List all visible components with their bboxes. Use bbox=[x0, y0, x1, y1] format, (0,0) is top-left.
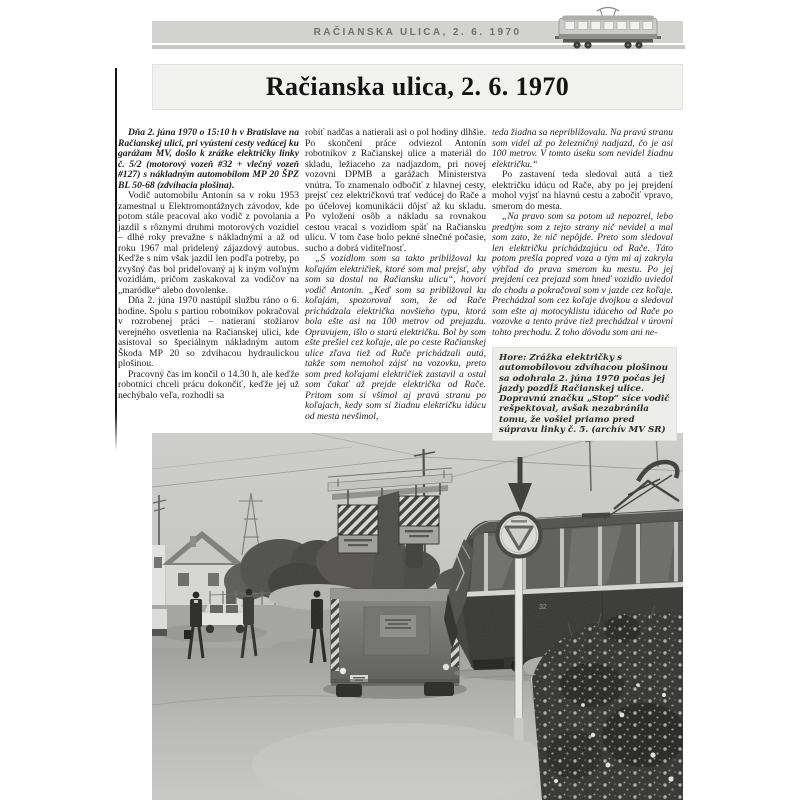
paragraph: Dňa 2. júna 1970 nastúpil službu ráno o 6. hodine. Spolu s partiou robotníkov pokračoval v rozrobenej práci – natieraní stožiarov verejného osvetlenia na Račianskej ulici, kde asistoval so špeciálnym nákladným autom Škoda MP 20 so zdvíhacou hydraulickou plošinou. bbox=[118, 295, 299, 369]
text-column-1 bbox=[118, 128, 299, 401]
accident-photo bbox=[152, 433, 683, 800]
photo-caption: Hore: Zrážka električky s automobilovou zdvíhacou plošinou sa odohrala 2. júna 1970 počas jej jazdy pozdĺž Račianskej ulice. Dopravnú značku „Stop“ síce vodič rešpektoval, avšak nezabránila tomu, že vošiel priamo pred súpravu linky č. 5. (archív MV SR) bbox=[499, 353, 670, 436]
quote-paragraph: teda žiadna sa nepribližovala. Na pravú stranu som videl až po železničný nadjazd, čo je asi 100 metrov. V tomto úseku som nevidel žiadnu električku.“ bbox=[492, 127, 673, 170]
photo-caption-box bbox=[492, 347, 677, 441]
paragraph: robiť nadčas a natierali asi o pol hodiny dlhšie. Po skončení práce odviezol Antonín robotníkov z Račianskej ulice a materiál do skladu, ležiaceho za nadjazdom, pri novej vozovni DPMB a garážach Ministerstva vnútra. To znamenalo odbočiť z hlavnej cesty, prejsť cez električkovú trať vedúcej do Rače a po účelovej komunikácii dôjsť až ku skladu. Po vyložení osôb a nákladu sa rovnakou cestou vracal s vozidlom späť na Račiansku ulicu. V tom čase bolo pekné slnečné počasie, sucho a dobrá viditeľnosť. bbox=[305, 127, 486, 254]
film-grain-overlay bbox=[152, 433, 683, 800]
text-column-2 bbox=[305, 128, 486, 422]
paragraph: Vodič automobilu Antonín sa v roku 1953 zamestnal u Elektromontážnych závodov, kde potom stále pracoval ako vodič z povolania a jazdil s rôznymi druhmi motorových vozidiel – dlhé roky prevažne s nákladnými a až od roku 1967 mal pridelený zájazdový autobus. Keďže s ním však jazdil len podľa potreby, po zvyšný čas bol prideľovaný aj k iným voľným vozidlám, pričom zaskakoval za vodičov na „maródke“ alebo dovolenke. bbox=[118, 190, 299, 296]
paragraph: Po zastavení teda sledoval autá a tiež električku idúcu od Rače, aby po jej prejdení mohol vyjsť na hlavnú cestu a zabočiť vpravo, smerom do mesta. bbox=[492, 169, 673, 212]
tram-icon bbox=[553, 5, 663, 50]
article-title: Račianska ulica, 2. 6. 1970 bbox=[265, 72, 570, 101]
left-margin-rule bbox=[115, 68, 117, 451]
lead-paragraph: Dňa 2. júna 1970 o 15:10 h v Bratislave na Račianskej ulici, pri vyústení cesty vedúcej ku garážam MV, došlo k zrážke električky linky č. 5/2 (motorový vozeň #32 + vlečný vozeň #127) s nákladným automobilom MP 20 ŠPZ BL 50-68 (zdvíhacia plošina). bbox=[118, 127, 299, 191]
text-column-3 bbox=[492, 128, 673, 338]
running-header-title: RAČIANSKA ULICA, 2. 6. 1970 bbox=[313, 26, 522, 38]
quote-paragraph: „S vozidlom som sa takto približoval ku koľajám električiek, ktoré som mal prejsť, aby som sa dostal na Račiansku ulicu“, hovorí vodič Antonín. „Keď som sa približoval ku koľajám, spozoroval som, že od Rače prichádzala električka novšieho typu, ktorá bola ešte asi na 100 metrov od prejazdu. Opravujem, išlo o starú električku. Bol by som ešte prešiel cez koľaje, ale po ceste Račianskej ulice zľava tiež od Rače prichádzali autá, takže som nemohol zájsť na vozovku, preto som pred koľajami električiek zastavil a ostal som čakať až prejde električka od Rače. Pritom som si všímol aj pravú stranu po koľajach, kedy som si žiadnu električku idúcu od mesta nevšimol, bbox=[305, 253, 486, 422]
quote-paragraph: „Na pravo som sa potom už nepozrel, lebo predtým som z tejto strany nič nevidel a mal som zato, že nič nepôjde. Preto som sledoval len električku prichádzajúcu od Rače. Táto potom prešla popred voza a tým mi aj zakryla výhľad do prava smerom ku mestu. Po jej prejdení cez prejazd som hneď vozidlo uviedol do chodu a pokračoval som v jazde cez koľaje. Prechádzal som cez koľaje dvojkou a sledoval som ešte aj motocyklistu idúceho od Rače po vozovke a tento práve tiež prechádzal v úrovni tohto prechodu. Z toho dôvodu som ani ne- bbox=[492, 211, 673, 338]
paragraph: Pracovný čas im končil o 14.30 h, ale keďže robotníci chceli prácu dokončiť, keďže jej už nechýbalo veľa, rozhodli sa bbox=[118, 368, 299, 401]
article-title-box bbox=[152, 64, 683, 110]
